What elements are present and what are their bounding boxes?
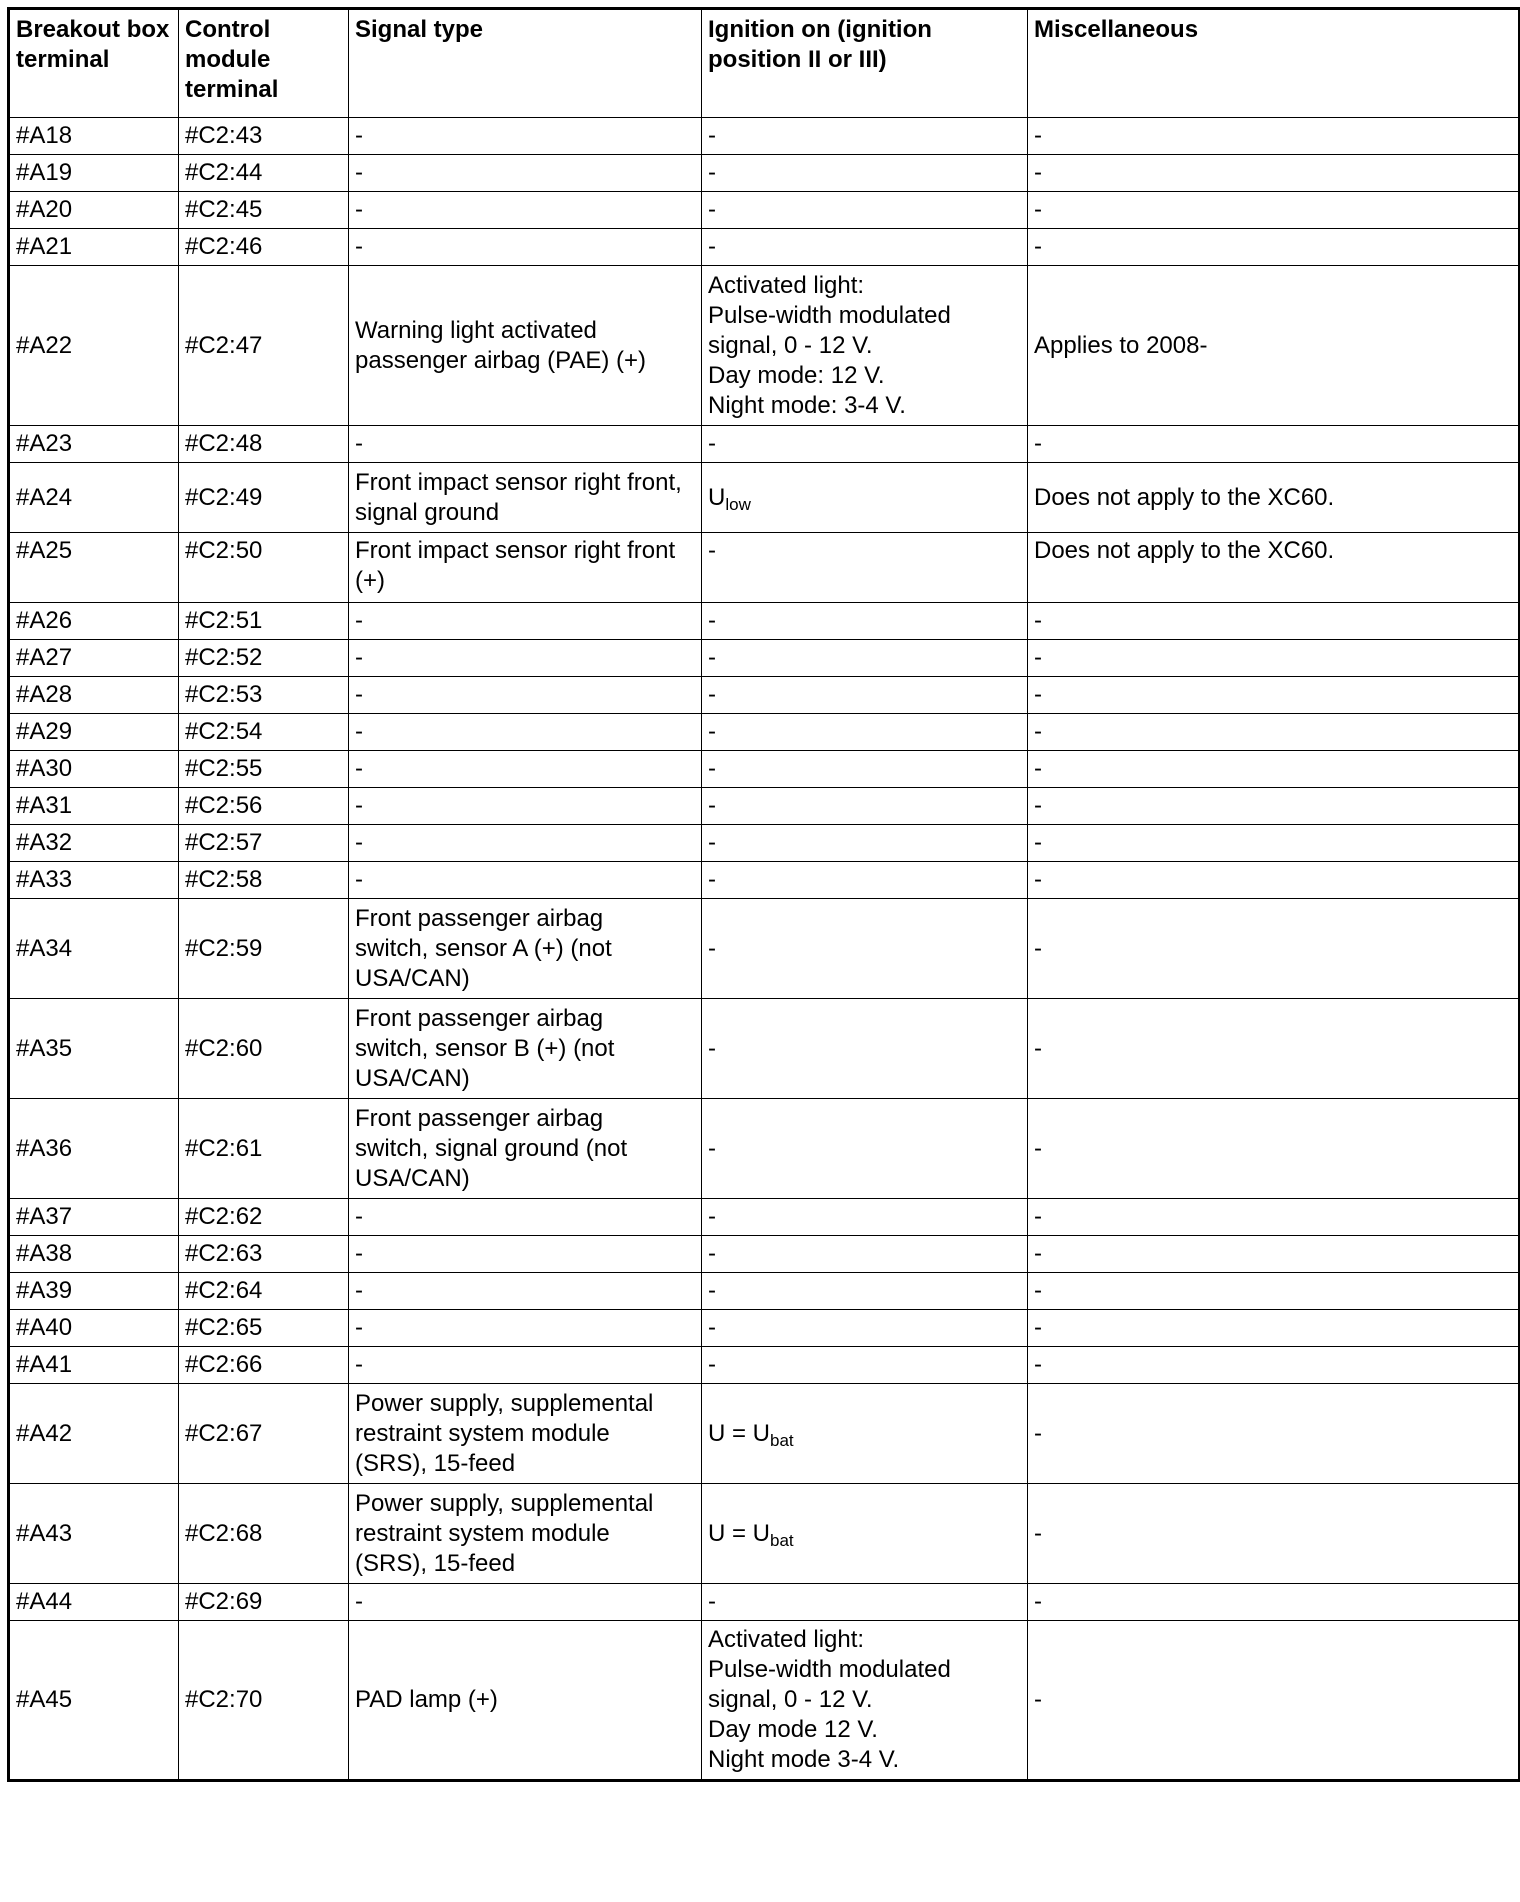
ignition-on-cell [702, 118, 1028, 155]
signal-type-cell [349, 788, 702, 825]
header-ignition-on: Ignition on (ignition position II or III) [702, 9, 1028, 118]
signal-type-cell [349, 266, 702, 426]
control-module-terminal-cell: #C2:57 [179, 825, 349, 862]
control-module-terminal-cell: #C2:59 [179, 899, 349, 999]
signal-type-line: USA/CAN) [355, 1164, 470, 1192]
miscellaneous-cell: - [1028, 788, 1520, 825]
breakout-box-terminal-cell: #A30 [9, 751, 179, 788]
ignition-on-line: - [708, 1203, 716, 1230]
ignition-on-cell [702, 1310, 1028, 1347]
miscellaneous-cell: - [1028, 1199, 1520, 1236]
voltage-subscript: bat [770, 1530, 794, 1550]
signal-type-cell [349, 1199, 702, 1236]
table-row [9, 1310, 1520, 1347]
breakout-box-terminal-cell: #A29 [9, 714, 179, 751]
breakout-box-terminal-cell: #A38 [9, 1236, 179, 1273]
signal-type-line: - [355, 159, 363, 186]
header-signal-type: Signal type [349, 9, 702, 118]
ignition-on-line: - [708, 1277, 716, 1304]
table-row [9, 714, 1520, 751]
table-row [9, 1484, 1520, 1584]
signal-type-line: - [355, 792, 363, 819]
control-module-terminal-cell: #C2:43 [179, 118, 349, 155]
ignition-on-cell [702, 1384, 1028, 1484]
signal-type-cell [349, 426, 702, 463]
miscellaneous-cell: - [1028, 1484, 1520, 1584]
table-row [9, 788, 1520, 825]
miscellaneous-cell: - [1028, 1347, 1520, 1384]
ignition-on-line: - [708, 866, 716, 893]
voltage-subscript: low [725, 494, 751, 514]
signal-type-line: - [355, 122, 363, 149]
ignition-on-cell [702, 155, 1028, 192]
control-module-terminal-cell: #C2:45 [179, 192, 349, 229]
table-row [9, 533, 1520, 603]
breakout-box-terminal-cell: #A23 [9, 426, 179, 463]
signal-type-cell [349, 155, 702, 192]
breakout-box-terminal-cell: #A35 [9, 999, 179, 1099]
ignition-on-line: - [708, 1134, 716, 1162]
table-row [9, 1621, 1520, 1781]
ignition-on-line: Night mode 3-4 V. [708, 1746, 900, 1773]
ignition-on-cell [702, 463, 1028, 533]
control-module-terminal-cell: #C2:63 [179, 1236, 349, 1273]
ignition-on-line: - [708, 644, 716, 671]
ignition-on-line: - [708, 196, 716, 223]
breakout-box-terminal-cell: #A42 [9, 1384, 179, 1484]
miscellaneous-cell: - [1028, 714, 1520, 751]
ignition-on-cell [702, 1273, 1028, 1310]
signal-type-cell [349, 1621, 702, 1781]
signal-type-cell [349, 899, 702, 999]
ignition-on-line: - [708, 934, 716, 962]
signal-type-line: Front passenger airbag [355, 904, 604, 932]
ignition-on-line: - [708, 1240, 716, 1267]
table-row [9, 640, 1520, 677]
signal-type-cell [349, 229, 702, 266]
signal-type-line: signal ground [355, 498, 500, 526]
control-module-terminal-cell: #C2:50 [179, 533, 349, 603]
table-row [9, 118, 1520, 155]
table-row [9, 999, 1520, 1099]
miscellaneous-cell: - [1028, 1310, 1520, 1347]
header-row [9, 9, 1520, 118]
control-module-terminal-cell: #C2:51 [179, 603, 349, 640]
signal-type-line: - [355, 1240, 363, 1267]
signal-type-line: - [355, 196, 363, 223]
breakout-box-terminal-cell: #A34 [9, 899, 179, 999]
miscellaneous-cell: - [1028, 1384, 1520, 1484]
signal-type-cell [349, 640, 702, 677]
control-module-terminal-cell: #C2:53 [179, 677, 349, 714]
ignition-on-line: Activated light: [708, 271, 865, 299]
voltage-symbol: U = U [708, 1419, 771, 1447]
ignition-on-line: - [708, 755, 716, 782]
signal-type-cell [349, 1384, 702, 1484]
ignition-on-cell [702, 266, 1028, 426]
breakout-box-terminal-cell: #A18 [9, 118, 179, 155]
control-module-terminal-cell: #C2:58 [179, 862, 349, 899]
breakout-box-terminal-cell: #A41 [9, 1347, 179, 1384]
breakout-box-terminal-cell: #A19 [9, 155, 179, 192]
breakout-box-terminal-cell: #A20 [9, 192, 179, 229]
miscellaneous-cell: - [1028, 862, 1520, 899]
signal-type-cell [349, 1584, 702, 1621]
breakout-box-terminal-cell: #A26 [9, 603, 179, 640]
miscellaneous-cell: - [1028, 825, 1520, 862]
signal-type-line: Front passenger airbag [355, 1004, 604, 1032]
ignition-on-line: - [708, 122, 716, 149]
breakout-box-terminal-cell: #A28 [9, 677, 179, 714]
table-row [9, 862, 1520, 899]
signal-type-line: - [355, 430, 363, 457]
ignition-on-cell [702, 999, 1028, 1099]
signal-type-line: PAD lamp (+) [355, 1686, 498, 1713]
table-row [9, 155, 1520, 192]
signal-type-line: switch, sensor A (+) (not [355, 934, 612, 962]
ignition-on-line: Night mode: 3-4 V. [708, 391, 906, 419]
signal-type-cell [349, 1347, 702, 1384]
signal-type-line: Front passenger airbag [355, 1104, 604, 1132]
ignition-on-cell [702, 899, 1028, 999]
breakout-box-terminal-cell: #A33 [9, 862, 179, 899]
control-module-terminal-cell: #C2:56 [179, 788, 349, 825]
control-module-terminal-cell: #C2:62 [179, 1199, 349, 1236]
table-row [9, 1199, 1520, 1236]
miscellaneous-cell: - [1028, 603, 1520, 640]
voltage-subscript: bat [770, 1430, 794, 1450]
miscellaneous-cell: - [1028, 899, 1520, 999]
table-row [9, 1099, 1520, 1199]
miscellaneous-cell: - [1028, 1236, 1520, 1273]
voltage-symbol: U [708, 483, 726, 511]
ignition-on-line: - [708, 537, 716, 564]
signal-type-line: USA/CAN) [355, 1064, 470, 1092]
ignition-on-cell [702, 192, 1028, 229]
ignition-on-cell [702, 751, 1028, 788]
signal-type-line: switch, signal ground (not [355, 1134, 628, 1162]
signal-type-line: - [355, 681, 363, 708]
ignition-on-cell [702, 714, 1028, 751]
breakout-box-terminal-cell: #A25 [9, 533, 179, 603]
miscellaneous-cell: - [1028, 155, 1520, 192]
control-module-terminal-cell: #C2:65 [179, 1310, 349, 1347]
table-row [9, 1273, 1520, 1310]
table-row [9, 751, 1520, 788]
miscellaneous-cell: - [1028, 1099, 1520, 1199]
breakout-box-terminal-cell: #A45 [9, 1621, 179, 1781]
ignition-on-cell [702, 1099, 1028, 1199]
signal-type-line: - [355, 644, 363, 671]
signal-type-cell [349, 714, 702, 751]
breakout-box-terminal-cell: #A44 [9, 1584, 179, 1621]
signal-type-line: (+) [355, 567, 385, 594]
control-module-terminal-cell: #C2:49 [179, 463, 349, 533]
control-module-terminal-cell: #C2:70 [179, 1621, 349, 1781]
table-row [9, 677, 1520, 714]
control-module-terminal-cell: #C2:52 [179, 640, 349, 677]
signal-type-cell [349, 1484, 702, 1584]
table-header [9, 9, 1520, 118]
signal-type-cell [349, 1099, 702, 1199]
breakout-box-terminal-cell: #A27 [9, 640, 179, 677]
signal-type-line: (SRS), 15-feed [355, 1549, 516, 1577]
breakout-box-terminal-cell: #A43 [9, 1484, 179, 1584]
ignition-on-cell [702, 1484, 1028, 1584]
voltage-symbol: U = U [708, 1519, 771, 1547]
ignition-on-line: Activated light: [708, 1626, 865, 1653]
control-module-terminal-cell: #C2:55 [179, 751, 349, 788]
control-module-terminal-cell: #C2:68 [179, 1484, 349, 1584]
signal-type-line: restraint system module [355, 1419, 610, 1447]
miscellaneous-cell: - [1028, 640, 1520, 677]
ignition-on-line: - [708, 159, 716, 186]
signal-type-line: switch, sensor B (+) (not [355, 1034, 615, 1062]
ignition-on-cell [702, 640, 1028, 677]
header-control-module-terminal: Control module terminal [179, 9, 349, 118]
miscellaneous-cell: - [1028, 751, 1520, 788]
signal-type-line: - [355, 607, 363, 634]
table-row [9, 266, 1520, 426]
ignition-on-cell [702, 1199, 1028, 1236]
control-module-terminal-cell: #C2:67 [179, 1384, 349, 1484]
table-row [9, 426, 1520, 463]
signal-type-line: - [355, 718, 363, 745]
breakout-box-terminal-cell: #A32 [9, 825, 179, 862]
control-module-terminal-cell: #C2:47 [179, 266, 349, 426]
ignition-on-cell [702, 825, 1028, 862]
ignition-on-line: Pulse-width modulated [708, 1656, 951, 1683]
table-row [9, 192, 1520, 229]
terminal-table-container [7, 7, 1520, 1782]
control-module-terminal-cell: #C2:54 [179, 714, 349, 751]
signal-type-line: - [355, 1314, 363, 1341]
ignition-on-line: signal, 0 - 12 V. [708, 331, 873, 359]
signal-type-line: Front impact sensor right front, [355, 468, 682, 496]
signal-type-cell [349, 533, 702, 603]
signal-type-cell [349, 1236, 702, 1273]
ignition-on-line: - [708, 1351, 716, 1378]
control-module-terminal-cell: #C2:69 [179, 1584, 349, 1621]
ignition-on-cell [702, 426, 1028, 463]
breakout-box-terminal-cell: #A36 [9, 1099, 179, 1199]
ignition-on-cell [702, 533, 1028, 603]
header-miscellaneous: Miscellaneous [1028, 9, 1520, 118]
table-row [9, 603, 1520, 640]
table-row [9, 1384, 1520, 1484]
table-row [9, 1236, 1520, 1273]
header-breakout-box-terminal: Breakout box terminal [9, 9, 179, 118]
ignition-on-cell [702, 1236, 1028, 1273]
ignition-on-cell [702, 603, 1028, 640]
signal-type-line: - [355, 1351, 363, 1378]
control-module-terminal-cell: #C2:66 [179, 1347, 349, 1384]
ignition-on-cell [702, 1347, 1028, 1384]
miscellaneous-cell: - [1028, 1584, 1520, 1621]
breakout-box-terminal-cell: #A22 [9, 266, 179, 426]
table-row [9, 1347, 1520, 1384]
signal-type-line: - [355, 755, 363, 782]
ignition-on-cell [702, 229, 1028, 266]
signal-type-cell [349, 603, 702, 640]
ignition-on-line: - [708, 829, 716, 856]
ignition-on-line: - [708, 681, 716, 708]
signal-type-cell [349, 862, 702, 899]
ignition-on-line: - [708, 718, 716, 745]
miscellaneous-cell: Does not apply to the XC60. [1028, 533, 1520, 603]
terminal-table [7, 7, 1520, 1782]
signal-type-line: (SRS), 15-feed [355, 1449, 516, 1477]
miscellaneous-cell: - [1028, 118, 1520, 155]
miscellaneous-cell: - [1028, 999, 1520, 1099]
breakout-box-terminal-cell: #A37 [9, 1199, 179, 1236]
breakout-box-terminal-cell: #A24 [9, 463, 179, 533]
signal-type-cell [349, 751, 702, 788]
signal-type-line: Power supply, supplemental [355, 1489, 654, 1517]
breakout-box-terminal-cell: #A31 [9, 788, 179, 825]
ignition-on-cell [702, 788, 1028, 825]
control-module-terminal-cell: #C2:60 [179, 999, 349, 1099]
signal-type-cell [349, 192, 702, 229]
miscellaneous-cell: Applies to 2008- [1028, 266, 1520, 426]
miscellaneous-cell: - [1028, 1621, 1520, 1781]
signal-type-line: Power supply, supplemental [355, 1389, 654, 1417]
signal-type-cell [349, 463, 702, 533]
ignition-on-cell [702, 677, 1028, 714]
ignition-on-cell [702, 862, 1028, 899]
breakout-box-terminal-cell: #A40 [9, 1310, 179, 1347]
table-row [9, 229, 1520, 266]
signal-type-line: - [355, 1203, 363, 1230]
signal-type-cell [349, 677, 702, 714]
signal-type-line: - [355, 829, 363, 856]
table-row [9, 825, 1520, 862]
signal-type-line: USA/CAN) [355, 964, 470, 992]
ignition-on-cell [702, 1584, 1028, 1621]
breakout-box-terminal-cell: #A21 [9, 229, 179, 266]
miscellaneous-cell: Does not apply to the XC60. [1028, 463, 1520, 533]
table-body [9, 118, 1520, 1781]
ignition-on-line: Pulse-width modulated [708, 301, 951, 329]
signal-type-line: - [355, 866, 363, 893]
signal-type-line: passenger airbag (PAE) (+) [355, 346, 647, 374]
ignition-on-line: - [708, 1588, 716, 1615]
signal-type-cell [349, 118, 702, 155]
miscellaneous-cell: - [1028, 192, 1520, 229]
ignition-on-cell [702, 1621, 1028, 1781]
ignition-on-line: signal, 0 - 12 V. [708, 1686, 873, 1713]
ignition-on-line: Day mode: 12 V. [708, 361, 885, 389]
signal-type-line: Front impact sensor right front [355, 537, 676, 564]
signal-type-cell [349, 1310, 702, 1347]
miscellaneous-cell: - [1028, 229, 1520, 266]
table-row [9, 1584, 1520, 1621]
breakout-box-terminal-cell: #A39 [9, 1273, 179, 1310]
signal-type-cell [349, 825, 702, 862]
signal-type-line: Warning light activated [355, 316, 597, 344]
ignition-on-line: - [708, 430, 716, 457]
signal-type-line: - [355, 1277, 363, 1304]
miscellaneous-cell: - [1028, 677, 1520, 714]
ignition-on-line: - [708, 792, 716, 819]
miscellaneous-cell: - [1028, 1273, 1520, 1310]
control-module-terminal-cell: #C2:46 [179, 229, 349, 266]
signal-type-cell [349, 999, 702, 1099]
signal-type-line: - [355, 233, 363, 260]
control-module-terminal-cell: #C2:44 [179, 155, 349, 192]
ignition-on-line: Day mode 12 V. [708, 1716, 878, 1743]
ignition-on-line: - [708, 1034, 716, 1062]
control-module-terminal-cell: #C2:48 [179, 426, 349, 463]
ignition-on-line: - [708, 607, 716, 634]
signal-type-cell [349, 1273, 702, 1310]
control-module-terminal-cell: #C2:61 [179, 1099, 349, 1199]
table-row [9, 899, 1520, 999]
miscellaneous-cell: - [1028, 426, 1520, 463]
table-row [9, 463, 1520, 533]
ignition-on-line: - [708, 1314, 716, 1341]
signal-type-line: restraint system module [355, 1519, 610, 1547]
ignition-on-line: - [708, 233, 716, 260]
control-module-terminal-cell: #C2:64 [179, 1273, 349, 1310]
signal-type-line: - [355, 1588, 363, 1615]
